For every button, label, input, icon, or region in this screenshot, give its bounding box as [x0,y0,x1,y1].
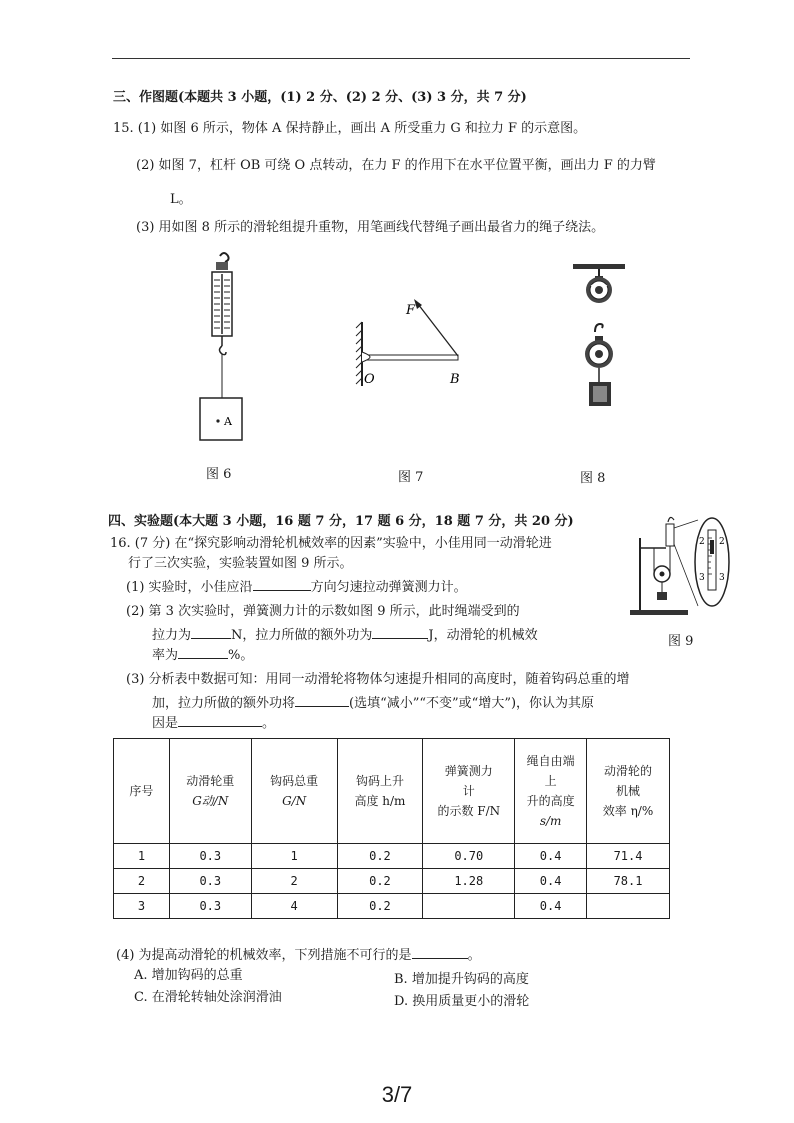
answer-blank-choice[interactable] [412,946,468,959]
scale-mark-left-2: 2 [699,537,705,547]
option-c: C. 在滑轮转轴处涂润滑油 [134,990,282,1005]
scale-mark-right-3: 3 [719,573,725,583]
table-cell: 0.2 [337,869,423,894]
question-15-2: (2) 如图 7，杠杆 OB 可绕 O 点转动，在力 F 的作用下在水平位置平衡，画出力 F 的力臂 [136,158,656,173]
table-cell: 78.1 [587,869,670,894]
table-cell: 0.4 [515,894,587,919]
header-hook-weight: 钩码总重 G/N [251,739,337,844]
answer-blank-trend[interactable] [295,694,349,707]
header-efficiency: 动滑轮的 机械 效率 η/% [587,739,670,844]
figure-9-caption: 图 9 [668,634,694,649]
table-cell: 0.3 [169,894,251,919]
header-index: 序号 [114,739,170,844]
table-cell: 3 [114,894,170,919]
page-number: 3/7 [381,1082,413,1107]
table-row [114,894,670,919]
table-cell-blank[interactable] [587,894,670,919]
figure-9-apparatus [626,510,730,625]
answer-blank-direction[interactable] [253,578,311,591]
table-cell: 1 [251,844,337,869]
figure-8-pulley-set [565,258,635,413]
option-a: A. 增加钩码的总重 [134,968,243,983]
question-16-2-cont: 拉力为 N，拉力所做的额外功为 J，动滑轮的机械效 [152,628,538,643]
header-rule [112,58,690,59]
figure-7-caption: 图 7 [398,470,424,485]
table-cell: 71.4 [587,844,670,869]
table-row [114,869,670,894]
figure-6-spring-scale [190,250,260,450]
answer-blank-reason[interactable] [178,714,262,727]
option-b: B. 增加提升钩码的高度 [394,972,529,987]
question-16-4: (4) 为提高动滑轮的机械效率，下列措施不可行的是 。 [116,948,481,963]
question-16-3: (3) 分析表中数据可知：用同一动滑轮将物体匀速提升相同的高度时，随着钩码总重的增 [126,672,630,687]
question-16-2-end: 率为 %。 [152,648,254,663]
option-d: D. 换用质量更小的滑轮 [394,994,530,1009]
table-cell: 0.4 [515,844,587,869]
table-cell-blank[interactable] [423,894,515,919]
question-16-2: (2) 第 3 次实验时，弹簧测力计的示数如图 9 所示，此时绳端受到的 [126,604,520,619]
table-cell: 0.70 [423,844,515,869]
table-cell: 1.28 [423,869,515,894]
block-label-A: A [224,415,232,428]
question-16-3-cont: 加，拉力所做的额外功将 (选填“减小”“不变”或“增大”)，你认为其原 [152,696,595,711]
question-16-cont: 行了三次实验，实验装置如图 9 所示。 [128,556,353,571]
question-16-1: (1) 实验时，小佳应沿 方向匀速拉动弹簧测力计。 [126,580,467,595]
question-15-1: 15. (1) 如图 6 所示，物体 A 保持静止，画出 A 所受重力 G 和拉力 F 的示意图。 [113,121,587,136]
table-cell: 2 [251,869,337,894]
question-15-3: (3) 用如图 8 所示的滑轮组提升重物，用笔画线代替绳子画出最省力的绳子绕法。 [136,220,605,235]
question-15-2-cont: L。 [170,192,192,207]
answer-blank-extra-work[interactable] [372,626,428,639]
header-hook-height: 钩码上升 高度 h/m [337,739,423,844]
scale-mark-left-3: 3 [699,573,705,583]
table-cell: 4 [251,894,337,919]
figure-6-caption: 图 6 [206,467,232,482]
answer-blank-efficiency[interactable] [178,646,228,659]
answer-blank-force[interactable] [191,626,231,639]
section3-title: 三、作图题(本题共 3 小题，(1) 2 分、(2) 2 分、(3) 3 分，共 7 分) [113,90,527,105]
table-row [114,844,670,869]
table-cell: 0.3 [169,844,251,869]
section4-title: 四、实验题(本大题 3 小题，16 题 7 分，17 题 6 分，18 题 7 分，共 20 分) [108,514,574,529]
point-label-B: B [450,372,460,387]
table-cell: 1 [114,844,170,869]
table-cell: 0.2 [337,894,423,919]
figure-7-lever [340,290,480,400]
question-16-3-end: 因是 。 [152,716,276,731]
experiment-data-table [113,738,670,919]
header-pulley-weight: 动滑轮重 G动/N [169,739,251,844]
force-label-F: F [406,303,416,318]
table-cell: 0.3 [169,869,251,894]
table-cell: 0.2 [337,844,423,869]
header-scale-reading: 弹簧测力 计 的示数 F/N [423,739,515,844]
question-16: 16. (7 分) 在“探究影响动滑轮机械效率的因素”实验中，小佳用同一动滑轮进 [110,536,552,551]
scale-mark-right-2: 2 [719,537,725,547]
point-label-O: O [364,372,375,387]
table-cell: 2 [114,869,170,894]
table-header-row [114,739,670,844]
figure-8-caption: 图 8 [580,471,606,486]
header-rope-distance: 绳自由端 上 升的高度 s/m [515,739,587,844]
table-cell: 0.4 [515,869,587,894]
